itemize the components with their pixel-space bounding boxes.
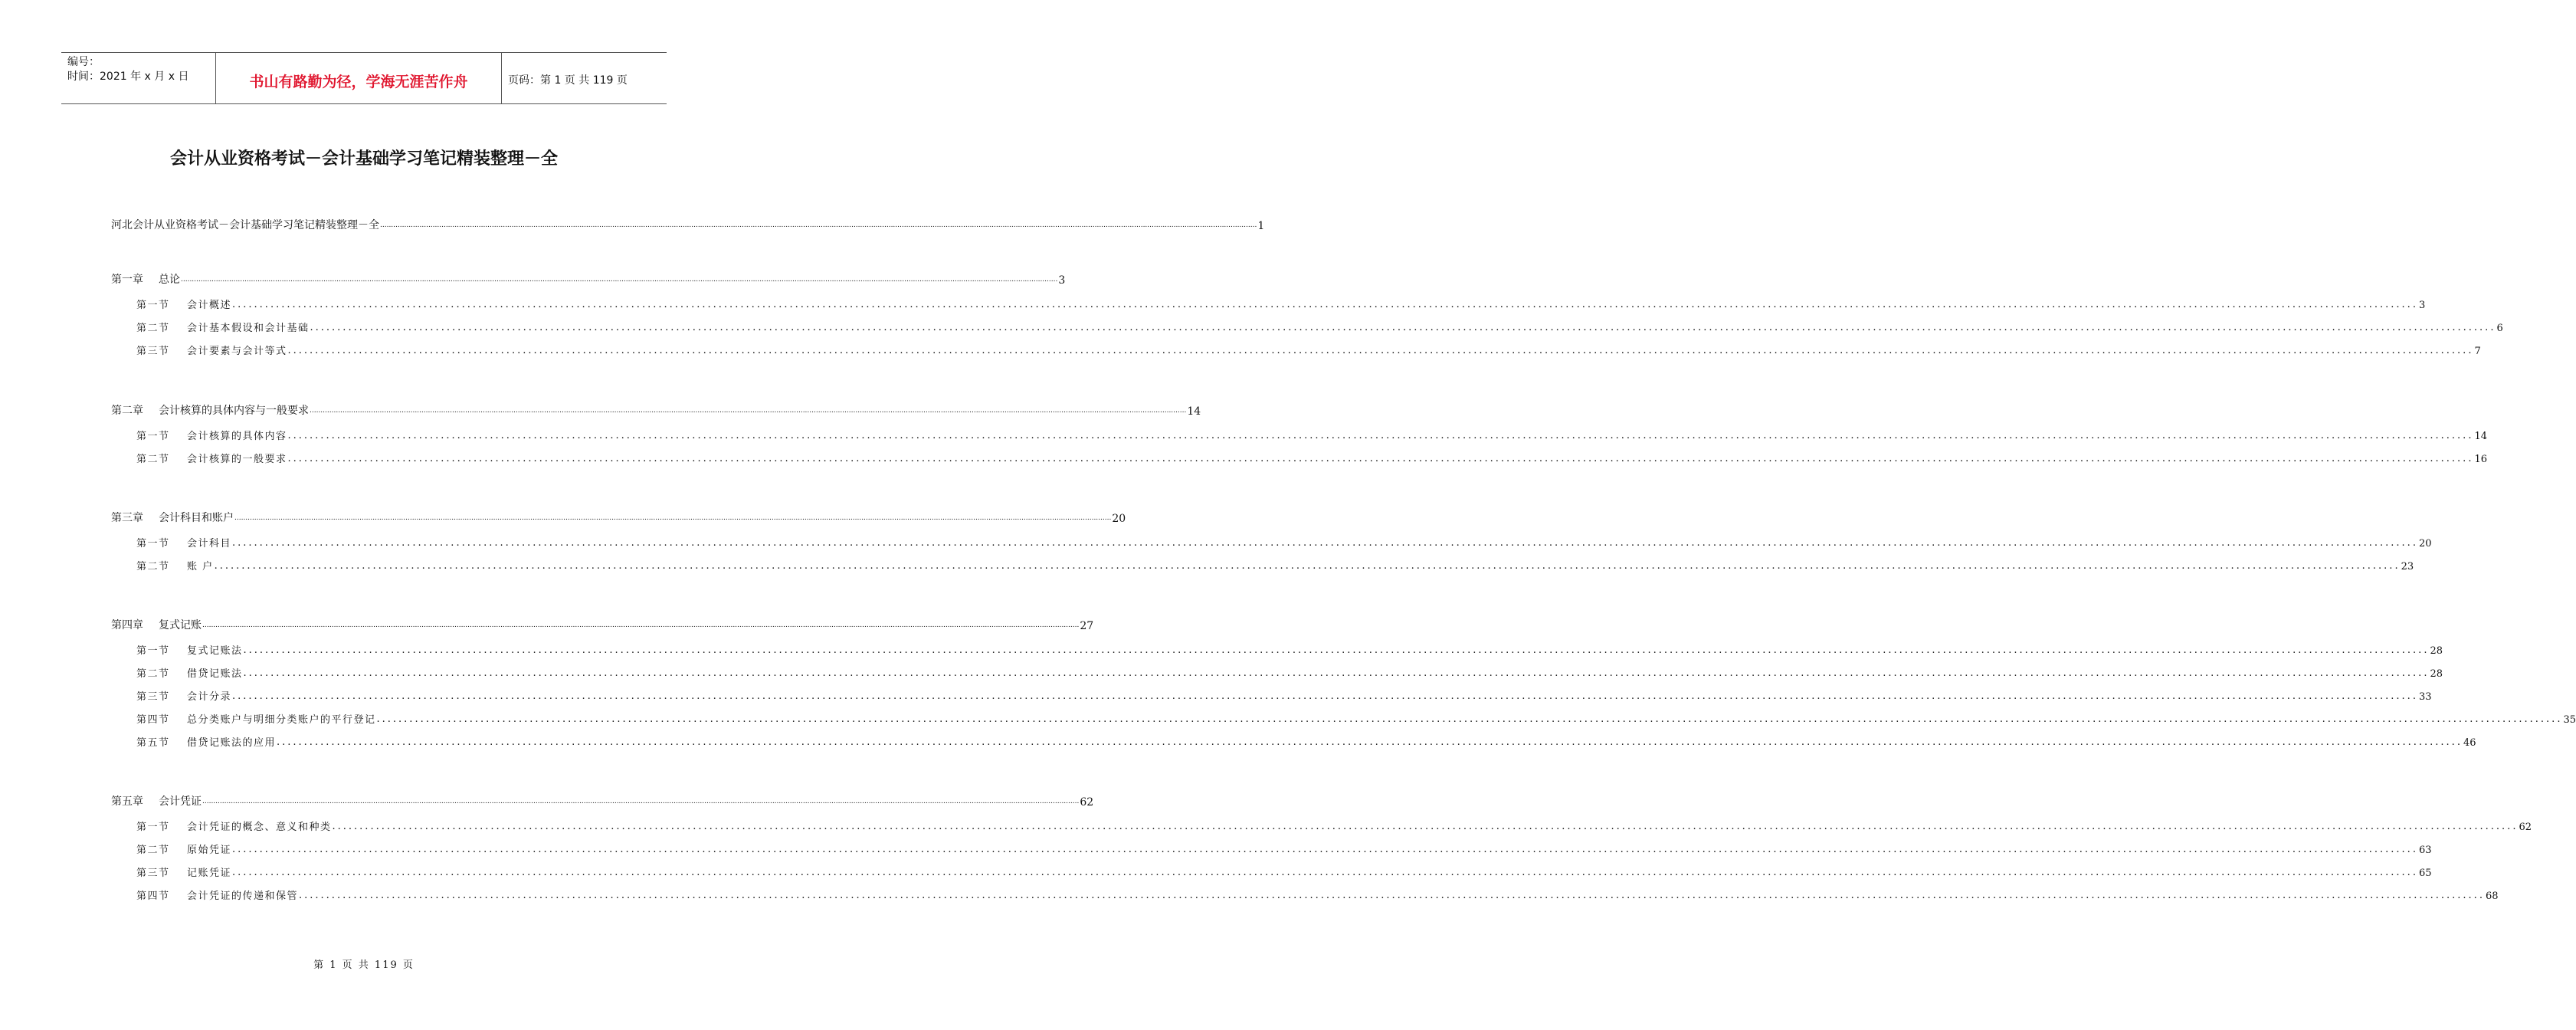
toc-leader-dots: ................................................................................................................................................................................................................................................................................................................................................................................................................ <box>232 299 2418 310</box>
toc-leader-dots: ................................................................................................................................................................................................................................................................................................................................................................................................................ <box>232 537 2418 549</box>
toc-section-4-4[interactable] <box>136 709 2576 726</box>
toc-section-3-1[interactable] <box>136 533 2432 549</box>
chapter-title: 会计核算的具体内容与一般要求 <box>159 405 309 417</box>
section-title: 会计核算的具体内容 <box>187 431 287 442</box>
toc-section-4-3[interactable] <box>136 686 2432 703</box>
chapter-title: 复式记账 <box>159 619 202 631</box>
time-label: 时间：2021 年 x 月 x 日 <box>67 71 189 83</box>
chapter-label <box>111 617 202 632</box>
toc-chapter-3[interactable] <box>111 508 1126 525</box>
toc-leader-dots: ................................................................................................................................................................................................................................................................................................................................................................................................................ <box>299 890 2485 901</box>
section-page: 46 <box>2463 737 2476 749</box>
section-page: 63 <box>2418 845 2432 856</box>
toc-leader-dots: ................................................................................................................................................................................................................................................................................................................................................................................................................ <box>214 560 2401 572</box>
chapter-page: 27 <box>1080 620 1094 632</box>
section-page: 3 <box>2418 300 2426 311</box>
toc-section-2-2[interactable] <box>136 448 2487 465</box>
toc-leader-dots: ................................................................................................................................................................................................................................................................................................................................................................................................................ <box>332 821 2519 832</box>
section-number: 第一节 <box>136 822 170 833</box>
toc-leader-dots: ................................................................................................................................................................................................................................................................................................................................................................................................................ <box>232 690 2418 702</box>
section-title: 会计要素与会计等式 <box>187 346 287 357</box>
toc-section-4-2[interactable] <box>136 663 2443 680</box>
page-footer: 第 1 页 共 119 页 <box>313 959 415 971</box>
section-number: 第一节 <box>136 300 170 311</box>
chapter-number: 第二章 <box>111 405 143 417</box>
section-number: 第一节 <box>136 645 170 657</box>
toc-section-5-2[interactable] <box>136 839 2432 856</box>
section-page: 6 <box>2496 323 2503 334</box>
header-bottom-rule <box>61 103 667 104</box>
header-motto: 书山有路勤为径，学海无涯苦作舟 <box>249 74 468 90</box>
section-title: 会计分录 <box>187 691 232 703</box>
chapter-label <box>111 402 309 418</box>
section-page: 20 <box>2418 538 2432 549</box>
section-title: 总分类账户与明细分类账户的平行登记 <box>187 714 376 726</box>
section-title: 借贷记账法 <box>187 668 243 680</box>
chapter-number: 第四章 <box>111 619 143 631</box>
toc-leader-dots: ................................................................................................................................................................................................................................................................................................................................................................................................................ <box>202 622 1080 629</box>
toc-section-5-4[interactable] <box>136 885 2499 902</box>
section-number: 第一节 <box>136 538 170 549</box>
chapter-title: 会计凭证 <box>159 795 202 808</box>
toc-section-4-1[interactable] <box>136 640 2443 657</box>
toc-leader-dots: ................................................................................................................................................................................................................................................................................................................................................................................................................ <box>287 453 2474 464</box>
toc-leader-dots: ................................................................................................................................................................................................................................................................................................................................................................................................................ <box>232 844 2418 855</box>
toc-entry-document[interactable] <box>111 215 1265 232</box>
document-title: 会计从业资格考试－会计基础学习笔记精装整理－全 <box>169 149 558 169</box>
toc-leader-dots: ................................................................................................................................................................................................................................................................................................................................................................................................................ <box>287 430 2474 441</box>
section-title: 复式记账法 <box>187 645 243 657</box>
chapter-number: 第五章 <box>111 795 143 808</box>
section-number: 第三节 <box>136 691 170 703</box>
section-number: 第二节 <box>136 323 170 334</box>
toc-chapter-1[interactable] <box>111 270 1066 287</box>
chapter-label <box>111 793 202 809</box>
toc-leader-dots: ................................................................................................................................................................................................................................................................................................................................................................................................................ <box>376 713 2563 725</box>
section-page: 14 <box>2474 431 2487 442</box>
chapter-page: 20 <box>1112 513 1126 525</box>
section-page: 33 <box>2418 691 2432 703</box>
header-top-rule <box>61 52 667 53</box>
section-number: 第二节 <box>136 845 170 856</box>
chapter-title: 会计科目和账户 <box>159 512 234 524</box>
section-page: 62 <box>2519 822 2532 833</box>
toc-leader-dots: ................................................................................................................................................................................................................................................................................................................................................................................................................ <box>234 514 1112 522</box>
chapter-number: 第三章 <box>111 512 143 524</box>
toc-chapter-5[interactable] <box>111 792 1094 809</box>
section-title: 会计核算的一般要求 <box>187 454 287 465</box>
toc-section-4-5[interactable] <box>136 732 2476 749</box>
toc-entry-label: 河北会计从业资格考试－会计基础学习笔记精装整理－全 <box>111 219 379 231</box>
toc-section-1-1[interactable] <box>136 294 2426 311</box>
section-number: 第二节 <box>136 561 170 572</box>
section-number: 第五节 <box>136 737 170 749</box>
section-title: 账 户 <box>187 561 214 572</box>
chapter-label <box>111 271 180 287</box>
section-title: 会计科目 <box>187 538 232 549</box>
section-title: 会计基本假设和会计基础 <box>187 323 310 334</box>
section-title: 借贷记账法的应用 <box>187 737 277 749</box>
section-title: 原始凭证 <box>187 845 232 856</box>
toc-chapter-2[interactable] <box>111 401 1201 418</box>
section-page: 28 <box>2430 645 2443 657</box>
chapter-label <box>111 510 234 525</box>
chapter-page: 62 <box>1080 796 1094 809</box>
section-number: 第三节 <box>136 346 170 357</box>
toc-leader-dots: ................................................................................................................................................................................................................................................................................................................................................................................................................ <box>277 736 2463 748</box>
section-page: 7 <box>2474 346 2481 357</box>
section-page: 65 <box>2418 868 2432 879</box>
header-page-info: 页码：第 1 页 共 119 页 <box>508 74 628 87</box>
header-divider-2 <box>501 52 502 104</box>
toc-leader-dots: ................................................................................................................................................................................................................................................................................................................................................................................................................ <box>202 798 1080 805</box>
toc-leader-dots: ................................................................................................................................................................................................................................................................................................................................................................................................................ <box>380 221 1257 229</box>
section-title: 记账凭证 <box>187 868 232 879</box>
section-number: 第四节 <box>136 891 170 902</box>
toc-leader-dots: ................................................................................................................................................................................................................................................................................................................................................................................................................ <box>287 345 2474 356</box>
toc-section-1-2[interactable] <box>136 317 2503 334</box>
chapter-page: 14 <box>1187 405 1201 418</box>
section-number: 第四节 <box>136 714 170 726</box>
section-title: 会计凭证的概念、意义和种类 <box>187 822 332 833</box>
section-number: 第三节 <box>136 868 170 879</box>
toc-section-3-2[interactable] <box>136 556 2414 572</box>
toc-leader-dots: ................................................................................................................................................................................................................................................................................................................................................................................................................ <box>232 867 2418 878</box>
section-page: 68 <box>2485 891 2499 902</box>
section-number: 第二节 <box>136 454 170 465</box>
number-label: 编号： <box>67 56 100 68</box>
section-page: 23 <box>2401 561 2414 572</box>
toc-section-1-3[interactable] <box>136 340 2481 357</box>
section-title: 会计凭证的传递和保管 <box>187 891 299 902</box>
toc-section-5-3[interactable] <box>136 862 2432 879</box>
toc-leader-dots: ................................................................................................................................................................................................................................................................................................................................................................................................................ <box>310 322 2496 333</box>
toc-leader-dots: ................................................................................................................................................................................................................................................................................................................................................................................................................ <box>243 668 2430 679</box>
toc-leader-dots: ................................................................................................................................................................................................................................................................................................................................................................................................................ <box>181 276 1058 284</box>
chapter-title: 总论 <box>159 274 180 286</box>
section-number: 第二节 <box>136 668 170 680</box>
chapter-page: 3 <box>1058 274 1066 287</box>
chapter-number: 第一章 <box>111 274 143 286</box>
section-title: 会计概述 <box>187 300 232 311</box>
header-left <box>67 55 188 84</box>
toc-chapter-4[interactable] <box>111 615 1094 632</box>
section-page: 28 <box>2430 668 2443 680</box>
section-page: 35 <box>2563 714 2576 726</box>
toc-section-2-1[interactable] <box>136 425 2487 442</box>
toc-leader-dots: ................................................................................................................................................................................................................................................................................................................................................................................................................ <box>310 407 1187 415</box>
section-page: 16 <box>2474 454 2487 465</box>
toc-leader-dots: ................................................................................................................................................................................................................................................................................................................................................................................................................ <box>243 645 2430 656</box>
toc-section-5-1[interactable] <box>136 816 2532 833</box>
toc-entry-page: 1 <box>1257 220 1265 232</box>
section-number: 第一节 <box>136 431 170 442</box>
